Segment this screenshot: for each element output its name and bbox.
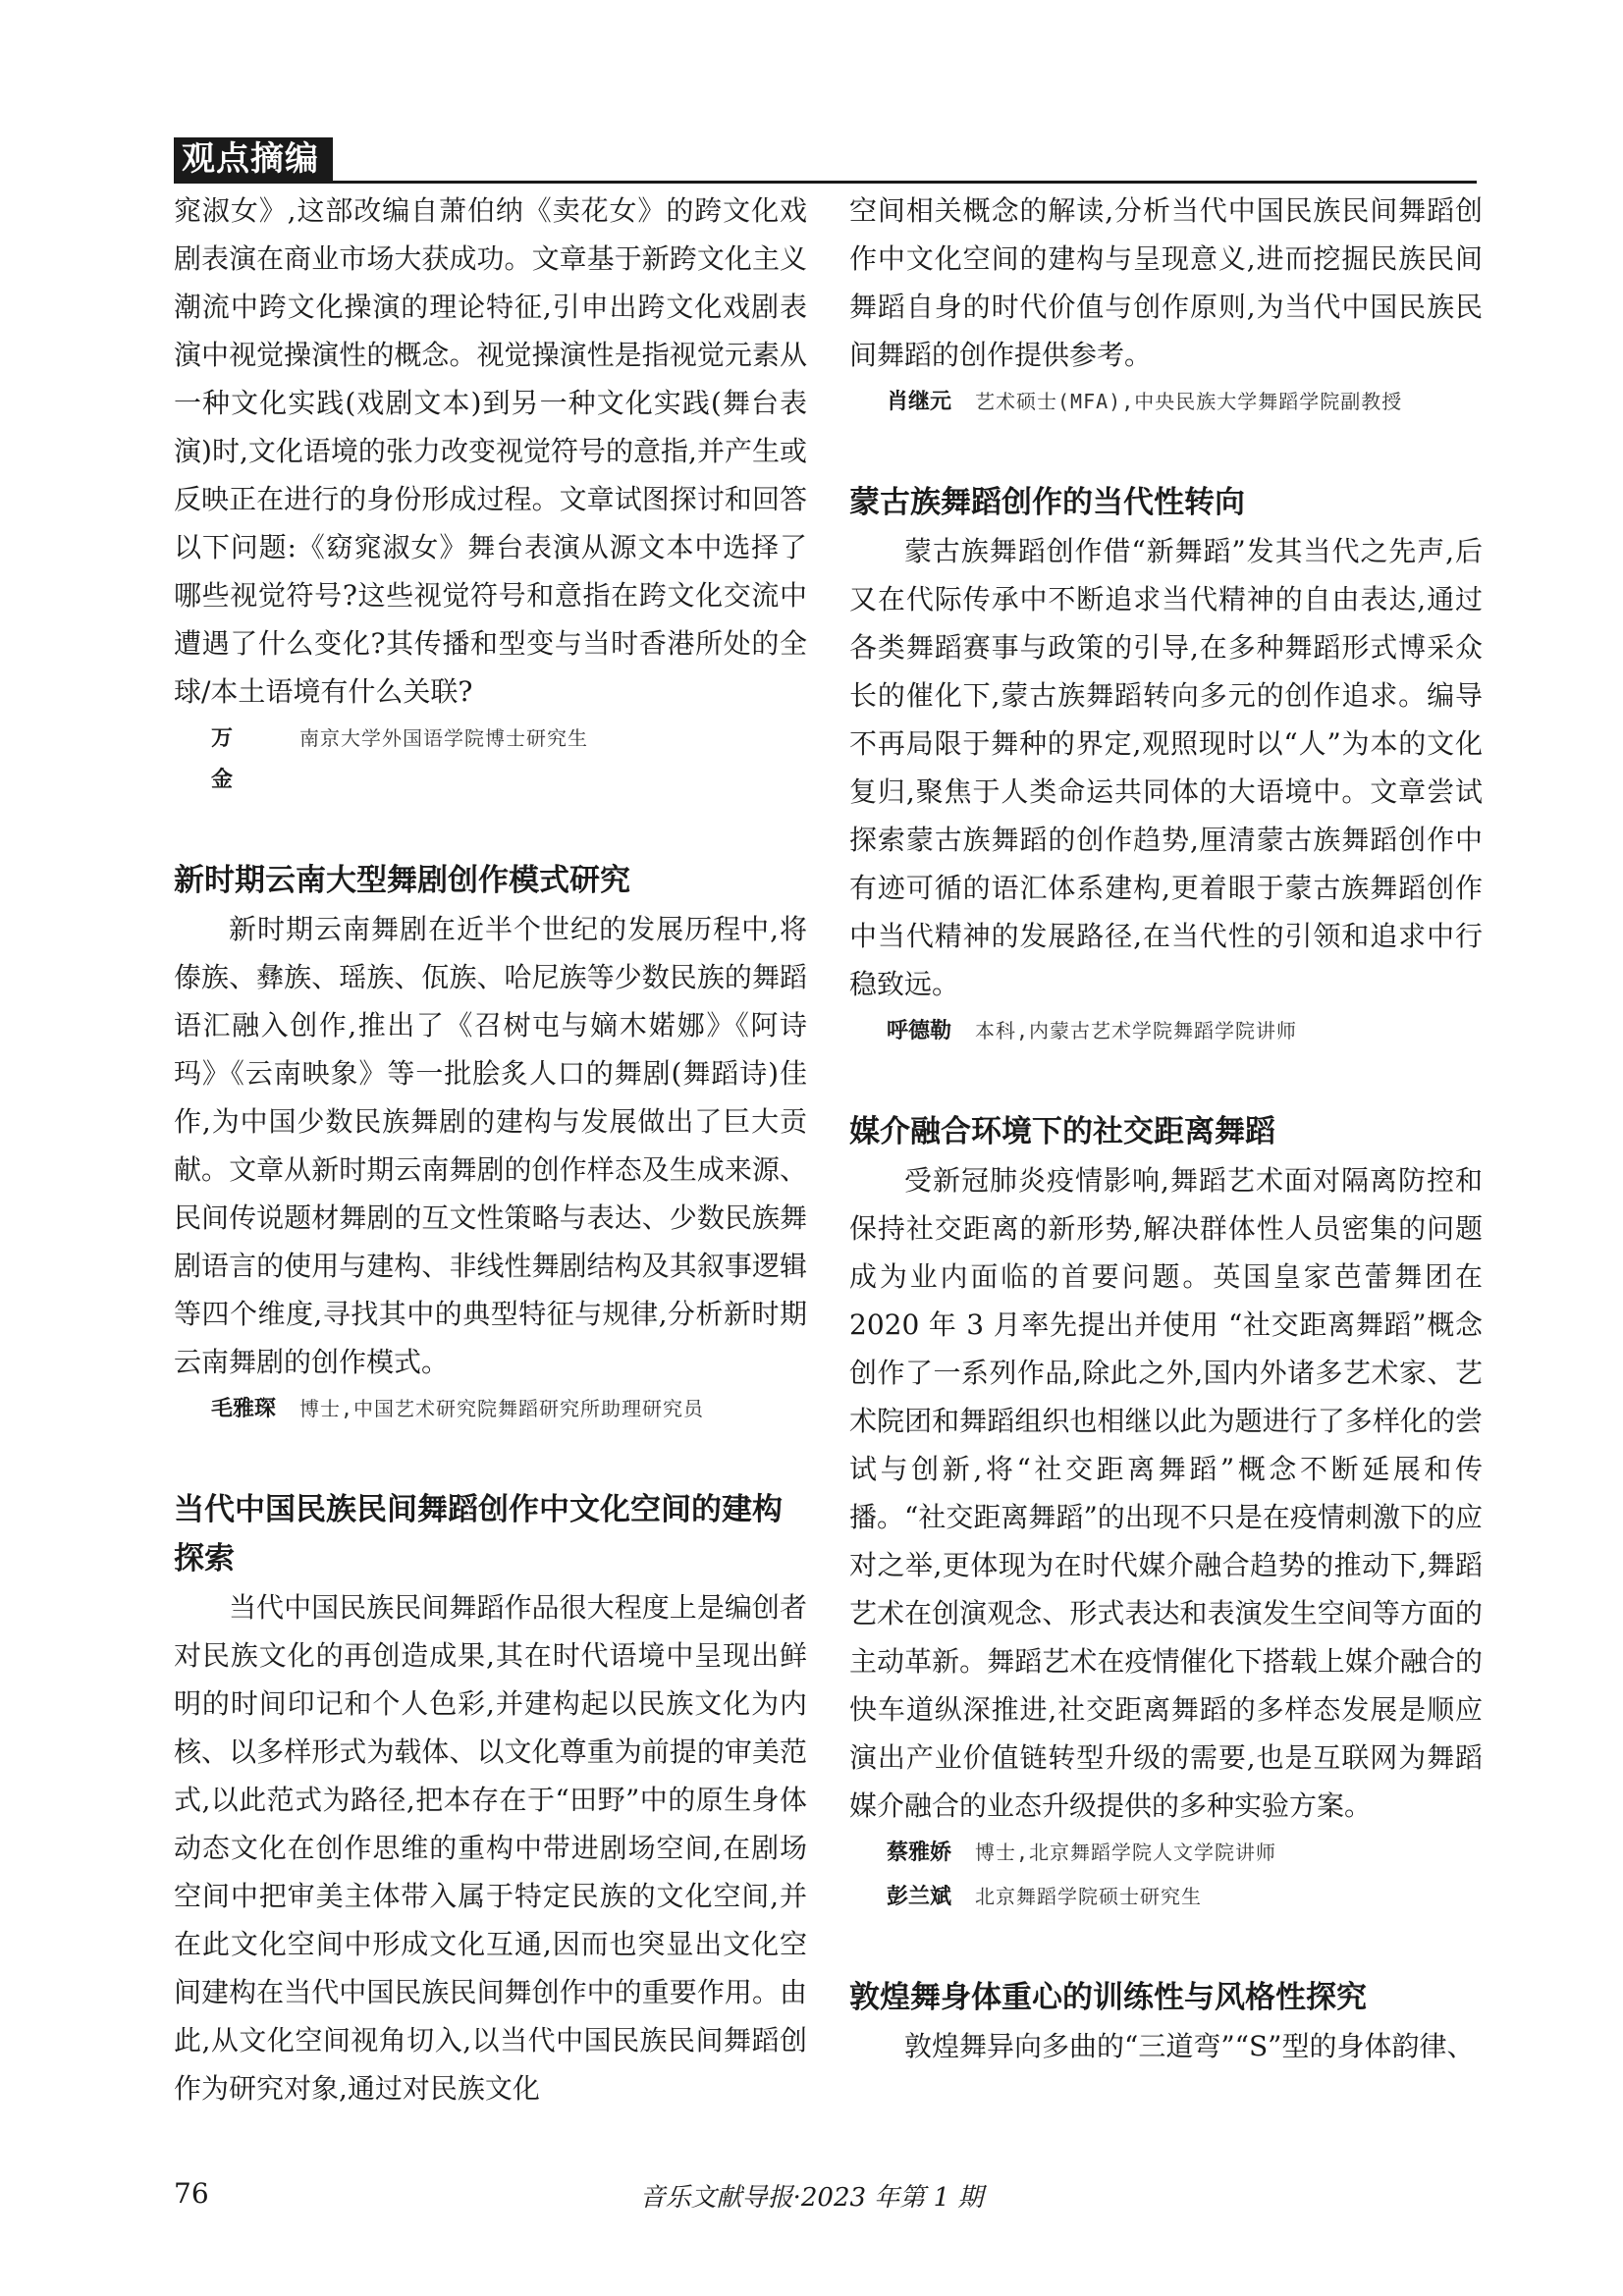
- author-name: 蔡雅娇: [887, 1841, 952, 1865]
- author-line: [174, 1388, 807, 1430]
- author-name: 彭兰斌: [887, 1885, 952, 1909]
- carryover-text: 窕淑女》,这部改编自萧伯纳《卖花女》的跨文化戏剧表演在商业市场大获成功。文章基于新跨文化主义潮流中跨文化操演的理论特征,引申出跨文化戏剧表演中视觉操演性的概念。视觉操演性是指视觉元素从一种文化实践(戏剧文本)到另一种文化实践(舞台表演)时,文化语境的张力改变视觉符号的意指,并产生或反映正在进行的身份形成过程。文章试图探讨和回答以下问题:《窈窕淑女》舞台表演从源文本中选择了哪些视觉符号?这些视觉符号和意指在跨文化交流中遭遇了什么变化?其传播和型变与当时香港所处的全球/本土语境有什么关联?: [174, 194, 807, 708]
- author-name: 呼德勒: [887, 1019, 952, 1043]
- author-line: [174, 718, 807, 801]
- author-title: 本科,内蒙古艺术学院舞蹈学院讲师: [975, 1019, 1298, 1042]
- right-column: [849, 187, 1483, 2070]
- author-title: 南京大学外国语学院博士研究生: [299, 726, 588, 750]
- article-body: 当代中国民族民间舞蹈作品很大程度上是编创者对民族文化的再创造成果,其在时代语境中呈现出鲜明的时间印记和个人色彩,并建构起以民族文化为内核、以多样形式为载体、以文化尊重为前提的审美范式,以此范式为路径,把本存在于“田野”中的原生身体动态文化在创作思维的重构中带进剧场空间,在剧场空间中把审美主体带入属于特定民族的文化空间,并在此文化空间中形成文化互通,因而也突显出文化空间建构在当代中国民族民间舞创作中的重要作用。由此,从文化空间视角切入,以当代中国民族民间舞蹈创作为研究对象,通过对民族文化: [174, 1591, 807, 2105]
- article-title: 新时期云南大型舞剧创作模式研究: [174, 863, 630, 898]
- author-name: 毛雅琛: [211, 1397, 277, 1421]
- article-body: 敦煌舞异向多曲的“三道弯”“S”型的身体韵律、: [904, 2030, 1475, 2062]
- author-title: 博士,中国艺术研究院舞蹈研究所助理研究员: [299, 1397, 705, 1420]
- article-title: 媒介融合环境下的社交距离舞蹈: [849, 1114, 1275, 1149]
- author-title: 北京舞蹈学院硕士研究生: [975, 1885, 1202, 1908]
- author-title: 博士,北京舞蹈学院人文学院讲师: [975, 1841, 1277, 1864]
- author-name: 万 金: [211, 726, 253, 792]
- author-line: [849, 1010, 1483, 1052]
- article-body: 受新冠肺炎疫情影响,舞蹈艺术面对隔离防控和保持社交距离的新形势,解决群体性人员密集的问题成为业内面临的首要问题。英国皇家芭蕾舞团在 2020 年 3 月率先提出并使用 “社交距离舞蹈”概念创作了一系列作品,除此之外,国内外诸多艺术家、艺术院团和舞蹈组织也相继以此为题进行了多样化的尝试与创新,将“社交距离舞蹈”概念不断延展和传播。“社交距离舞蹈”的出现不只是在疫情刺激下的应对之举,更体现为在时代媒介融合趋势的推动下,舞蹈艺术在创演观念、形式表达和表演发生空间等方面的主动革新。舞蹈艺术在疫情催化下搭载上媒介融合的快车道纵深推进,社交距离舞蹈的多样态发展是顺应演出产业价值链转型升级的需要,也是互联网为舞蹈媒介融合的业态升级提供的多种实验方案。: [849, 1164, 1483, 1822]
- article-body: 新时期云南舞剧在近半个世纪的发展历程中,将傣族、彝族、瑶族、佤族、哈尼族等少数民族的舞蹈语汇融入创作,推出了《召树屯与嫡木婼娜》《阿诗玛》《云南映象》等一批脍炙人口的舞剧(舞蹈诗)佳作,为中国少数民族舞剧的建构与发展做出了巨大贡献。文章从新时期云南舞剧的创作样态及生成来源、民间传说题材舞剧的互文性策略与表达、少数民族舞剧语言的使用与建构、非线性舞剧结构及其叙事逻辑等四个维度,寻找其中的典型特征与规律,分析新时期云南舞剧的创作模式。: [174, 913, 807, 1378]
- author-title: 艺术硕士(MFA),中央民族大学舞蹈学院副教授: [975, 390, 1403, 413]
- article-title: 当代中国民族民间舞蹈创作中文化空间的建构探索: [174, 1492, 783, 1576]
- carryover-text: 空间相关概念的解读,分析当代中国民族民间舞蹈创作中文化空间的建构与呈现意义,进而挖掘民族民间舞蹈自身的时代价值与创作原则,为当代中国民族民间舞蹈的创作提供参考。: [849, 194, 1483, 371]
- header-rule: [174, 181, 1477, 184]
- article-body: 蒙古族舞蹈创作借“新舞蹈”发其当代之先声,后又在代际传承中不断追求当代精神的自由表达,通过各类舞蹈赛事与政策的引导,在多种舞蹈形式博采众长的催化下,蒙古族舞蹈转向多元的创作追求。编导不再局限于舞种的界定,观照现时以“人”为本的文化复归,聚焦于人类命运共同体的大语境中。文章尝试探索蒙古族舞蹈的创作趋势,厘清蒙古族舞蹈创作中有迹可循的语汇体系建构,更着眼于蒙古族舞蹈创作中当代精神的发展路径,在当代性的引领和追求中行稳致远。: [849, 535, 1483, 1000]
- section-tag: 观点摘编: [174, 137, 333, 181]
- page-number: 76: [174, 2177, 209, 2210]
- article-title: 蒙古族舞蹈创作的当代性转向: [849, 485, 1245, 520]
- left-column: [174, 187, 807, 2112]
- author-name: 肖继元: [887, 390, 952, 414]
- author-line: [849, 1832, 1483, 1874]
- author-line: [849, 1876, 1483, 1918]
- author-line: [849, 381, 1483, 423]
- article-title: 敦煌舞身体重心的训练性与风格性探究: [849, 1980, 1367, 2015]
- journal-footer: 音乐文献导报·2023 年第 1 期: [639, 2183, 984, 2213]
